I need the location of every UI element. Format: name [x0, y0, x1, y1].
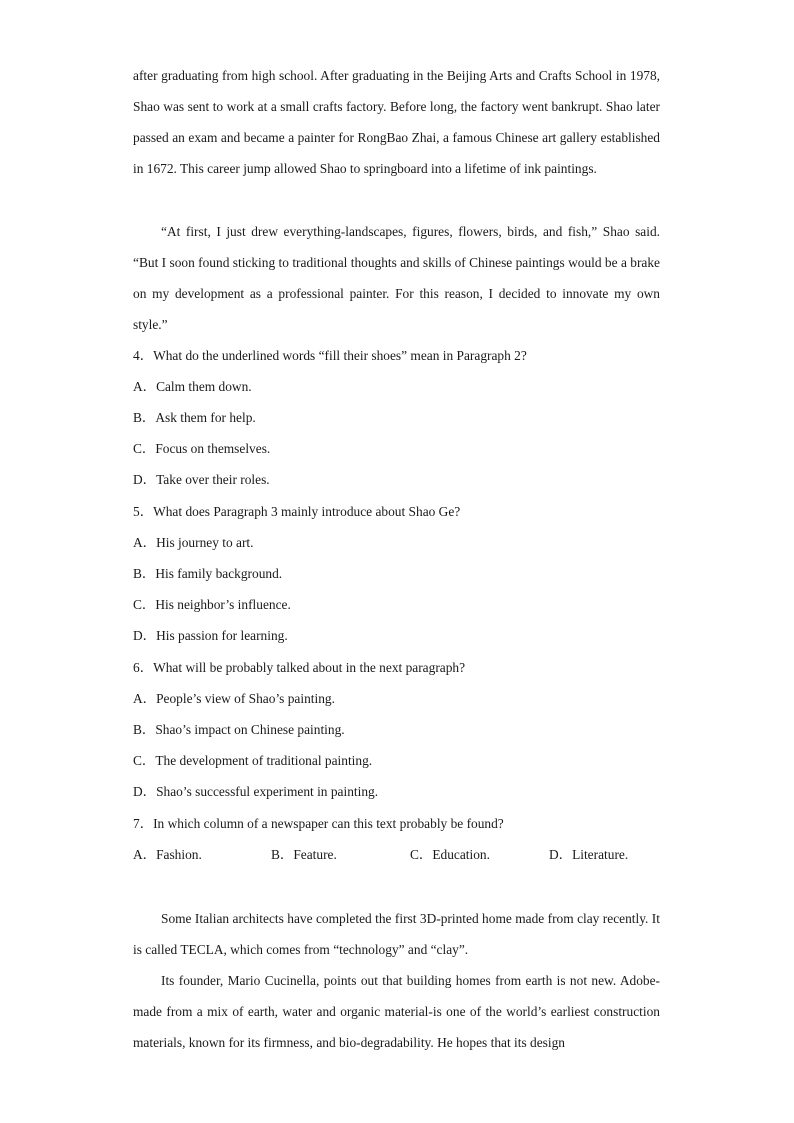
passage2-paragraph-2: Its founder, Mario Cucinella, points out that building homes from earth is not new. Adobe-made from a mix of earth, water and organic material-is one of the world’s earliest construction materials, known for its firmness, and bio-degradability. He hopes that its design	[133, 973, 660, 1050]
question-4-option-b[interactable]	[133, 408, 256, 428]
option-text: His neighbor’s influence.	[155, 597, 291, 612]
option-text: Shao’s impact on Chinese painting.	[155, 722, 345, 737]
option-text: His journey to art.	[156, 535, 254, 550]
option-letter: C．	[410, 847, 433, 862]
option-letter: B．	[133, 410, 156, 425]
question-6	[133, 658, 465, 678]
option-letter: B．	[271, 847, 294, 862]
option-text: His passion for learning.	[156, 628, 288, 643]
question-5-option-d[interactable]	[133, 626, 288, 646]
option-letter: D．	[133, 628, 157, 643]
question-5-option-b[interactable]	[133, 564, 282, 584]
option-letter: C．	[133, 597, 156, 612]
question-4-option-c[interactable]	[133, 439, 270, 459]
question-stem: What do the underlined words “fill their shoes” mean in Paragraph 2?	[153, 348, 527, 363]
question-7	[133, 814, 504, 834]
option-text: Shao’s successful experiment in painting.	[156, 784, 379, 799]
question-4-option-a[interactable]	[133, 377, 252, 397]
passage2-paragraph-1: Some Italian architects have completed the first 3D-printed home made from clay recently. It is called TECLA, which comes from “technology” and “clay”.	[133, 911, 660, 957]
question-5-option-a[interactable]	[133, 533, 254, 553]
question-4-option-d[interactable]	[133, 470, 270, 490]
option-letter: B．	[133, 566, 156, 581]
option-letter: C．	[133, 753, 156, 768]
question-7-option-d[interactable]	[549, 845, 628, 865]
option-letter: D．	[133, 784, 157, 799]
option-text: Literature.	[572, 847, 629, 862]
question-number: 6．	[133, 660, 154, 675]
option-text: Focus on themselves.	[155, 441, 271, 456]
question-6-option-d[interactable]	[133, 782, 378, 802]
question-7-option-b[interactable]	[271, 845, 337, 865]
option-text: Feature.	[293, 847, 337, 862]
option-text: Ask them for help.	[155, 410, 256, 425]
question-number: 7．	[133, 816, 154, 831]
option-letter: A．	[133, 379, 157, 394]
question-7-option-a[interactable]	[133, 845, 202, 865]
option-letter: D．	[133, 472, 157, 487]
question-stem: In which column of a newspaper can this text probably be found?	[153, 816, 504, 831]
passage1-paragraph-1: after graduating from high school. After graduating in the Beijing Arts and Crafts School in 1978, Shao was sent to work at a small crafts factory. Before long, the factory went bankrupt. Shao later passed an exam and became a painter for RongBao Zhai, a famous Chinese art gallery established in 1672. This career jump allowed Shao to springboard into a lifetime of ink paintings.	[133, 68, 660, 176]
option-letter: A．	[133, 691, 157, 706]
question-4	[133, 346, 527, 366]
question-6-option-a[interactable]	[133, 689, 335, 709]
option-letter: C．	[133, 441, 156, 456]
question-stem: What will be probably talked about in the next paragraph?	[153, 660, 466, 675]
question-stem: What does Paragraph 3 mainly introduce about Shao Ge?	[153, 504, 461, 519]
option-text: Calm them down.	[156, 379, 252, 394]
option-letter: A．	[133, 847, 157, 862]
option-text: Fashion.	[156, 847, 202, 862]
passage1-paragraph-2: “At first, I just drew everything-landscapes, figures, flowers, birds, and fish,” Shao said. “But I soon found sticking to traditional thoughts and skills of Chinese paintings would be a brake on my development as a professional painter. For this reason, I decided to innovate my own style.”	[133, 224, 660, 332]
option-text: People’s view of Shao’s painting.	[156, 691, 335, 706]
option-letter: D．	[549, 847, 573, 862]
option-text: His family background.	[155, 566, 283, 581]
question-6-option-b[interactable]	[133, 720, 345, 740]
question-number: 5．	[133, 504, 154, 519]
option-text: The development of traditional painting.	[155, 753, 373, 768]
option-letter: A．	[133, 535, 157, 550]
option-text: Take over their roles.	[156, 472, 270, 487]
question-5	[133, 502, 460, 522]
question-7-option-c[interactable]	[410, 845, 490, 865]
option-letter: B．	[133, 722, 156, 737]
question-6-option-c[interactable]	[133, 751, 372, 771]
option-text: Education.	[432, 847, 490, 862]
question-5-option-c[interactable]	[133, 595, 291, 615]
question-number: 4．	[133, 348, 154, 363]
